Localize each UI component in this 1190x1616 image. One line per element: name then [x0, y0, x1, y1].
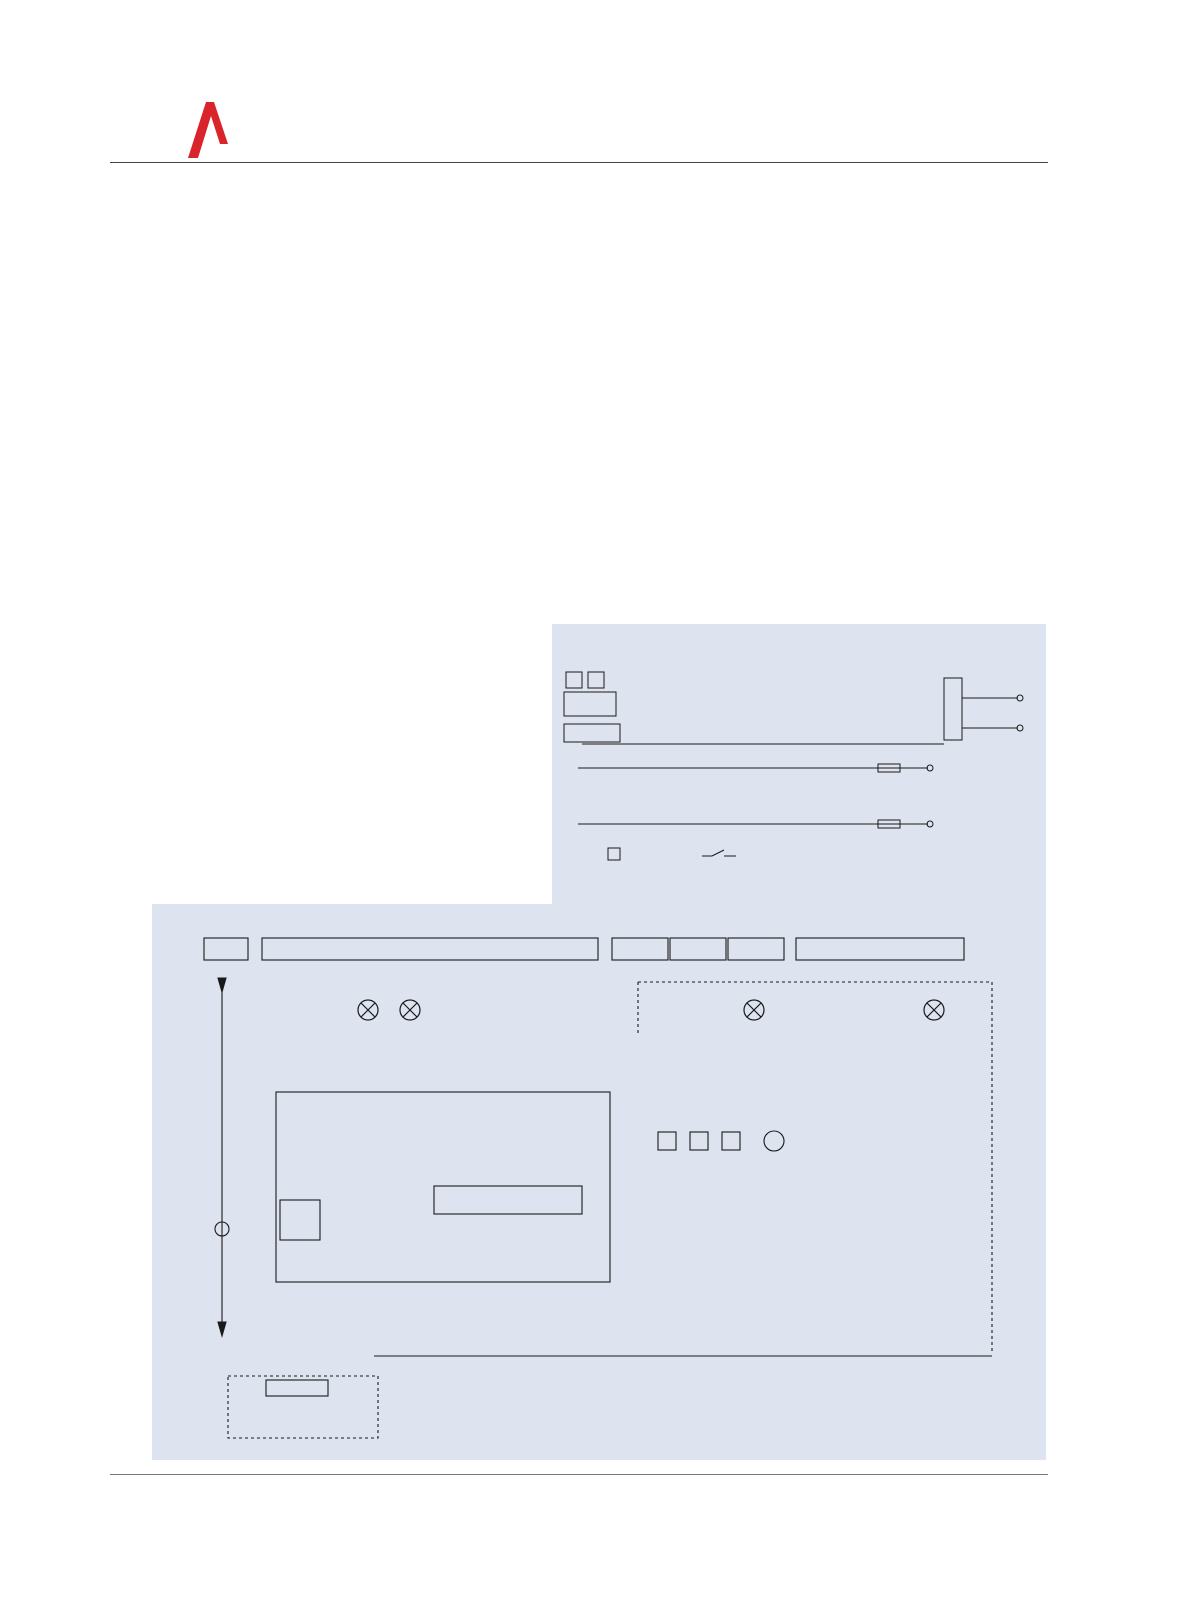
controller-frame [276, 1092, 610, 1282]
processor-box [280, 1200, 320, 1240]
header-divider [110, 162, 1048, 163]
transformer-box [944, 678, 962, 740]
aux-switch-box [796, 938, 964, 960]
controller-box [262, 938, 598, 960]
electric-on-box [728, 938, 784, 960]
main-circuit-box [204, 938, 248, 960]
coil-q [658, 1132, 676, 1150]
coil-f [690, 1132, 708, 1150]
motor-icon [764, 1131, 784, 1151]
secondary-wiring-diagram [152, 904, 1046, 1460]
emergency-off-box [612, 938, 668, 960]
module-box [434, 1186, 582, 1214]
dc-module-box [266, 1380, 328, 1396]
brand-logo [110, 96, 310, 166]
coil-x [722, 1132, 740, 1150]
dc-module-frame [228, 1376, 378, 1438]
main-station-box [564, 724, 620, 742]
electric-off-box [670, 938, 726, 960]
footer-divider [110, 1474, 1048, 1475]
relay-wiring-diagram [552, 624, 1046, 910]
logo-mark-icon [110, 96, 310, 166]
converter-box [564, 692, 616, 716]
